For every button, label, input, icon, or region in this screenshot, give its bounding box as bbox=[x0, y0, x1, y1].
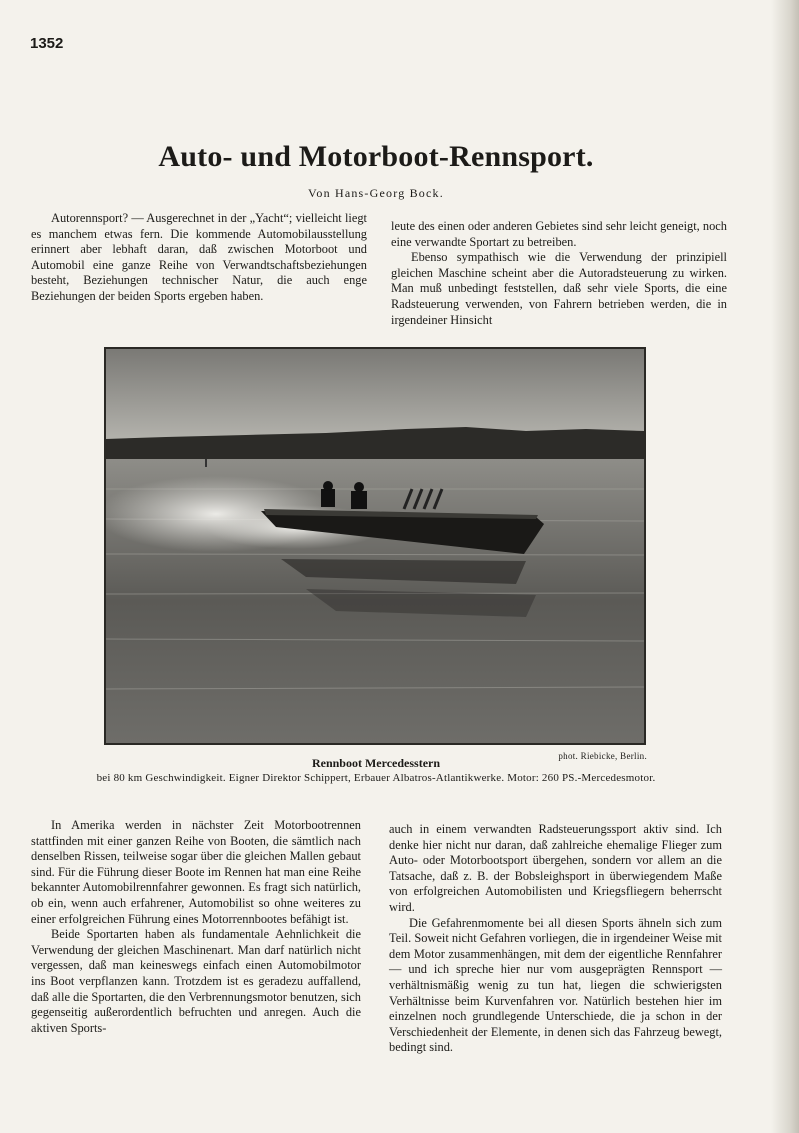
photo-caption-text: bei 80 km Geschwindigkeit. Eigner Direktor Schippert, Erbauer Albatros-Atlantikwerke. Motor: 260 PS.-Mercedesmotor. bbox=[96, 772, 656, 784]
paragraph: Beide Sportarten haben als fundamentale Aehnlichkeit die Verwendung der gleichen Maschinenart. Man darf natürlich nicht vergessen, daß man keineswegs einfach einen Automobilmotor ins Boot verpflanzen kann. Trotzdem ist es geradezu auffallend, daß alle die Sportarten, die den Verbrennungsmotor benutzen, sich gegenseitig außerordentlich befruchten und anregen. Auch die aktiven Sports- bbox=[31, 927, 361, 1035]
photo-caption-title: Rennboot Mercedesstern bbox=[311, 756, 441, 770]
text-column-bottom-right bbox=[389, 822, 722, 1056]
paragraph: Autorennsport? — Ausgerechnet in der „Yacht“; vielleicht liegt es manchem etwas fern. Die kommende Automobilausstellung erinnert aber lebhaft daran, daß zwischen Motorboot und Automobil eine ganze Reihe von Verwandtschaftsbeziehungen besteht, Beziehungen technischer Natur, die auch enge Beziehungen der beiden Sports ergeben haben. bbox=[31, 211, 367, 303]
page-edge-shadow bbox=[771, 0, 799, 1133]
paragraph: Ebenso sympathisch wie die Verwendung der prinzipiell gleichen Maschine scheint aber die Autoradsteuerung zu wirken. Man muß unbedingt feststellen, daß sehr viele Sports, die eine Radsteuerung verwenden, von Fahrern betrieben werden, die in irgendeiner Hinsicht bbox=[391, 250, 727, 327]
text-column-top-right bbox=[391, 219, 727, 328]
text-column-top-left bbox=[31, 211, 367, 305]
article-byline: Von Hans-Georg Bock. bbox=[308, 186, 444, 200]
paragraph: In Amerika werden in nächster Zeit Motorbootrennen stattfinden mit einer ganzen Reihe von Booten, die sämtlich nach denselben Rissen, teilweise sogar über die gleichen Mallen gebaut sind. Für die Führung dieser Boote im Rennen hat man eine Reihe bekannter Automobilrennfahrer gewonnen. Es fragt sich natürlich, ob ein, wenn auch erfahrener, Automobilist so ohne weiteres zu einer erfolgreichen Führung eines Motorrennbootes befähigt ist. bbox=[31, 818, 361, 926]
speedboat-image bbox=[106, 349, 644, 743]
page-number: 1352 bbox=[30, 35, 64, 52]
boat-photograph bbox=[104, 347, 646, 745]
photo-credit: phot. Riebicke, Berlin. bbox=[558, 751, 647, 761]
paragraph: auch in einem verwandten Radsteuerungssport aktiv sind. Ich denke hier nicht nur daran, daß zahlreiche ehemalige Flieger zum Auto- oder Motorbootsport übergehen, sondern vor allem an die Tatsache, daß z. B. der Bobsleighsport in überwiegendem Maße von erfolgreichen Automobilisten und Kriegsfliegern beherrscht wird. bbox=[389, 822, 722, 914]
paragraph: leute des einen oder anderen Gebietes sind sehr leicht geneigt, noch eine verwandte Sportart zu betreiben. bbox=[391, 219, 727, 249]
paragraph: Die Gefahrenmomente bei all diesen Sports ähneln sich zum Teil. Soweit nicht Gefahren vorliegen, die in irgendeiner Weise mit dem Motor zusammenhängen, mit dem der eigentliche Rennfahrer — und ich spreche hier nur vom ausgeprägten Rennsport — verhältnismäßig wenig zu tun hat, liegen die schwierigsten Verhältnisse beim Kurvenfahren vor. Natürlich bestehen hier im einzelnen noch grundlegende Unterschiede, die ja schon in der Verschiedenheit der Elemente, in denen sich das Fahrzeug bewegt, bedingt sind. bbox=[389, 915, 722, 1055]
text-column-bottom-left bbox=[31, 818, 361, 1036]
article-title: Auto- und Motorboot-Rennsport. bbox=[158, 140, 594, 173]
